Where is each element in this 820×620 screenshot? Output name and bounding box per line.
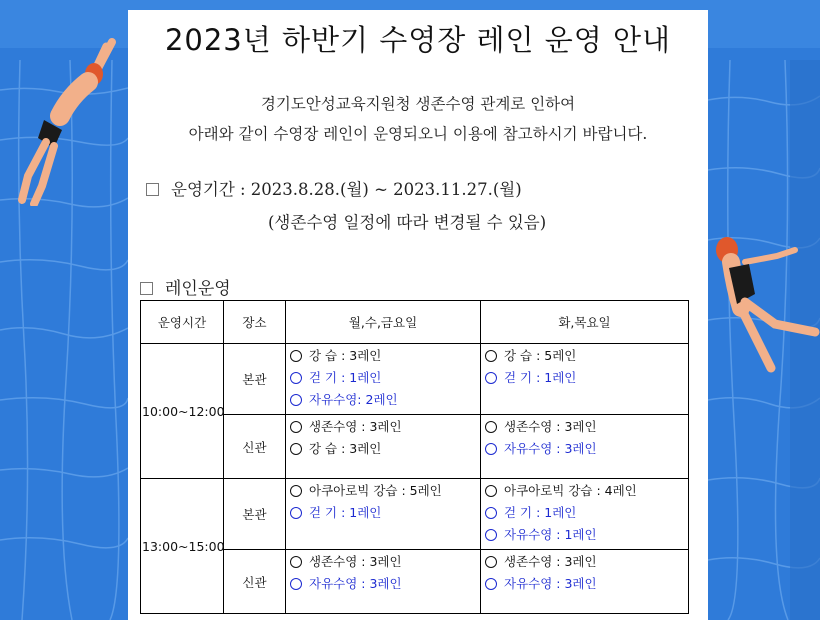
place-cell: 본관: [224, 344, 286, 415]
lane-entry-text: 생존수영 : 3레인: [504, 419, 597, 434]
lane-entry-text: 걷 기 : 1레인: [309, 505, 382, 520]
circle-bullet-icon: [290, 421, 302, 433]
circle-bullet-icon: [485, 485, 497, 497]
tue-thu-cell: [481, 415, 689, 479]
lane-entry: [290, 481, 480, 503]
circle-bullet-icon: [290, 578, 302, 590]
lane-entry-text: 강 습 : 3레인: [309, 348, 382, 363]
lane-entry-text: 걷 기 : 1레인: [504, 370, 577, 385]
lane-entry: [290, 439, 480, 461]
lane-entry-text: 생존수영 : 3레인: [309, 419, 402, 434]
period-line: [146, 176, 522, 200]
lane-entry: [485, 552, 688, 574]
lane-entry-text: 생존수영 : 3레인: [504, 554, 597, 569]
mon-wed-fri-cell: [286, 479, 481, 550]
lane-entry: [290, 390, 480, 412]
circle-bullet-icon: [485, 578, 497, 590]
circle-bullet-icon: [290, 507, 302, 519]
notice-line-1: 경기도안성교육지원청 생존수영 관계로 인하여: [260, 95, 576, 113]
table-row: [141, 479, 689, 550]
lane-entry: [290, 503, 480, 525]
lane-entry: [485, 417, 688, 439]
circle-bullet-icon: [290, 394, 302, 406]
lane-entry: [290, 417, 480, 439]
circle-bullet-icon: [485, 443, 497, 455]
lane-heading-label: 레인운영: [165, 279, 231, 299]
lane-entry: [485, 481, 688, 503]
lane-entry-text: 생존수영 : 3레인: [309, 554, 402, 569]
tue-thu-cell: [481, 550, 689, 614]
lane-entry-text: 강 습 : 3레인: [309, 441, 382, 456]
table-row: [141, 415, 689, 479]
lane-entry-text: 걷 기 : 1레인: [309, 370, 382, 385]
lane-entry-text: 자유수영 : 3레인: [309, 576, 402, 591]
tue-thu-cell: [481, 344, 689, 415]
table-row: [141, 550, 689, 614]
lane-entry: [485, 439, 688, 461]
table-row: [141, 344, 689, 415]
swimmer-right-illustration: [705, 228, 820, 378]
mon-wed-fri-cell: [286, 415, 481, 479]
lane-entry-text: 자유수영: 2레인: [309, 392, 398, 407]
circle-bullet-icon: [290, 485, 302, 497]
circle-bullet-icon: [485, 421, 497, 433]
period-note: (생존수영 일정에 따라 변경될 수 있음): [268, 213, 547, 232]
period-label: 운영기간 : 2023.8.28.(월) ~ 2023.11.27.(월): [171, 180, 522, 199]
checkbox-square-icon: [140, 282, 153, 295]
header-time: 운영시간: [141, 301, 224, 344]
lane-entry: [290, 574, 480, 596]
lane-entry: [485, 574, 688, 596]
circle-bullet-icon: [485, 350, 497, 362]
lane-table-body: [141, 344, 689, 614]
lane-entry-text: 자유수영 : 1레인: [504, 527, 597, 542]
circle-bullet-icon: [290, 372, 302, 384]
lane-schedule-table: [140, 300, 689, 614]
header-place: 장소: [224, 301, 286, 344]
place-cell: 신관: [224, 550, 286, 614]
page-title: 2023년 하반기 수영장 레인 운영 안내: [164, 23, 672, 57]
place-cell: 신관: [224, 415, 286, 479]
circle-bullet-icon: [290, 350, 302, 362]
lane-entry-text: 자유수영 : 3레인: [504, 441, 597, 456]
lane-entry: [485, 525, 688, 547]
circle-bullet-icon: [485, 556, 497, 568]
mon-wed-fri-cell: [286, 550, 481, 614]
lane-entry: [485, 503, 688, 525]
lane-entry: [485, 368, 688, 390]
header-tue-thu: 화,목요일: [481, 301, 689, 344]
mon-wed-fri-cell: [286, 344, 481, 415]
circle-bullet-icon: [485, 507, 497, 519]
lane-entry-text: 걷 기 : 1레인: [504, 505, 577, 520]
tue-thu-cell: [481, 479, 689, 550]
circle-bullet-icon: [485, 372, 497, 384]
lane-entry: [485, 346, 688, 368]
checkbox-square-icon: [146, 183, 159, 196]
notice-line-2: 아래와 같이 수영장 레인이 운영되오니 이용에 참고하시기 바랍니다.: [188, 125, 648, 143]
circle-bullet-icon: [485, 529, 497, 541]
swimmer-left-illustration: [10, 36, 130, 206]
lane-entry-text: 강 습 : 5레인: [504, 348, 577, 363]
lane-entry-text: 아쿠아로빅 강습 : 5레인: [309, 483, 442, 498]
circle-bullet-icon: [290, 443, 302, 455]
lane-entry: [290, 368, 480, 390]
place-cell: 본관: [224, 479, 286, 550]
time-cell: 13:00~15:00: [141, 479, 224, 614]
time-cell: 10:00~12:00: [141, 344, 224, 479]
lane-entry: [290, 346, 480, 368]
notice-paper: [128, 10, 708, 620]
lane-entry: [290, 552, 480, 574]
lane-section-heading: [140, 274, 231, 299]
circle-bullet-icon: [290, 556, 302, 568]
lane-entry-text: 아쿠아로빅 강습 : 4레인: [504, 483, 637, 498]
lane-entry-text: 자유수영 : 3레인: [504, 576, 597, 591]
header-mon-wed-fri: 월,수,금요일: [286, 301, 481, 344]
